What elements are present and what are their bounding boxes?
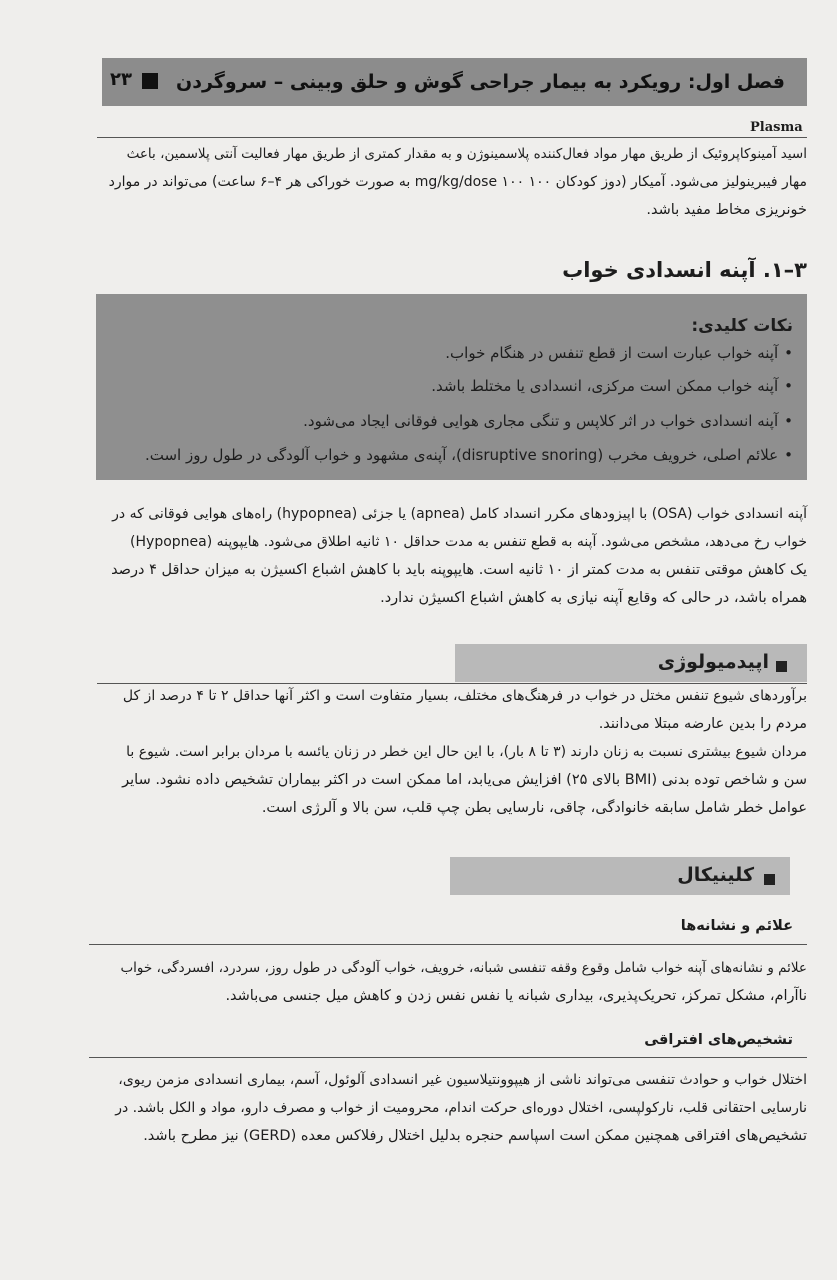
header-square-icon	[142, 73, 158, 89]
chapter-header	[102, 58, 807, 106]
ddx-paragraph	[109, 1066, 807, 1150]
epidemiology-paragraph	[109, 682, 807, 822]
plasma-label: Plasma	[750, 120, 803, 135]
text-line: خواب رخ می‌دهد، مشخص می‌شود. آپنه به قطع تنفس به مدت حداقل ۱۰ ثانیه اطلاق می‌شود. هایپوپنه (Hypopnea)	[130, 534, 807, 550]
square-bullet-icon	[776, 661, 787, 672]
bullet-icon: •	[784, 344, 793, 362]
square-bullet-icon	[764, 874, 775, 885]
page-number: ۲۳	[110, 69, 132, 90]
text-line: سن و شاخص توده بدنی (BMI بالای ۲۵) افزایش می‌یابد، اما ممکن است در اکثر بیماران تشخیص داده نشود. سایر	[122, 772, 807, 788]
chapter-title: فصل اول: رویکرد به بیمار جراحی گوش و حلق وبینی – سروگردن	[176, 71, 785, 93]
section-title: ۳–۱. آپنه انسدادی خواب	[562, 258, 807, 282]
signs-paragraph	[109, 954, 807, 1010]
text-line: یک کاهش موقتی تنفس به مدت کمتر از ۱۰ ثانیه است. هایپوپنه باید با کاهش اشباع اکسیژن به میزان حداقل ۴ درصد	[111, 562, 807, 578]
signs-rule	[89, 944, 807, 945]
osa-paragraph	[109, 500, 807, 612]
text-line: ناآرام، مشکل تمرکز، تحریک‌پذیری، بیداری شبانه یا نفس نفس زدن و کاهش میل جنسی می‌باشد.	[225, 988, 807, 1004]
text-line: علائم و نشانه‌های آپنه خواب شامل وقوع وقفه تنفسی شبانه، خرویف، خواب آلودگی در طول روز، سردرد، افسردگی، خواب	[120, 960, 807, 976]
text-line: نارسایی احتقانی قلب، نارکولپسی، اختلال دوره‌ای حرکت اندام، محرومیت از خواب و مصرف دارو، مواد و الکل باشد. در	[115, 1100, 807, 1116]
bullet-icon: •	[784, 446, 793, 464]
key-point-item: •علائم اصلی، خرویف مخرب (disruptive snoring)، آپنه‌ی مشهود و خواب آلودگی در طول روز است.	[144, 446, 793, 464]
text-line: همراه باشد، در حالی که وقایع آپنه نیازی به کاهش اشباع اکسیژن ندارد.	[380, 590, 807, 606]
key-points-title: نکات کلیدی:	[691, 316, 793, 336]
text-line: مردم را بدین عارضه مبتلا می‌دانند.	[598, 716, 807, 732]
clinical-title: کلینیکال	[677, 864, 754, 886]
key-point-item: •آپنه خواب عبارت است از قطع تنفس در هنگام خواب.	[445, 344, 793, 362]
text-line: مهار فیبرینولیز می‌شود. آمیکار (دوز کودکان ۱۰۰ mg/kg/dose ۱۰۰ به صورت خوراکی هر ۴–۶ ساعت) می‌تواند در موارد	[108, 174, 807, 190]
text-line: اسید آمینوکاپروئیک از طریق مهار مواد فعال‌کننده پلاسمینوژن و به مقدار کمتری از طریق مهار فعالیت آنتی پلاسمین، باعث	[126, 146, 807, 162]
epidemiology-title: اپیدمیولوژی	[657, 651, 769, 673]
text-line: عوامل خطر شامل سابقه خانوادگی، چاقی، نارسایی بطن چپ قلب، سن بالا و آلرژی است.	[261, 800, 807, 816]
key-points-box	[96, 294, 807, 480]
key-point-item: •آپنه خواب ممکن است مرکزی، انسدادی یا مختلط باشد.	[431, 377, 793, 395]
text-line: آپنه انسدادی خواب (OSA) با اپیزودهای مکرر انسداد کامل (apnea) یا جزئی (hypopnea) راه‌های هوایی فوقانی که در	[112, 506, 807, 522]
text-line: تشخیص‌های افتراقی همچنین ممکن است اسپاسم حنجره بدلیل اختلال رفلاکس معده (GERD) نیز مطرح باشد.	[143, 1128, 807, 1144]
ddx-rule	[89, 1057, 807, 1058]
text-line: اختلال خواب و حوادث تنفسی می‌تواند ناشی از هیپوونتیلاسیون غیر انسدادی آلوئول، آسم، بیماری انسدادی مزمن ریوی،	[118, 1072, 807, 1088]
ddx-subtitle: تشخیص‌های افتراقی	[644, 1032, 793, 1048]
bullet-icon: •	[784, 377, 793, 395]
plasma-rule	[97, 137, 807, 138]
signs-subtitle: علائم و نشانه‌ها	[680, 918, 793, 934]
bullet-icon: •	[784, 412, 793, 430]
intro-paragraph	[109, 140, 807, 224]
text-line: مردان شیوع بیشتری نسبت به زنان دارند (۳ تا ۸ بار)، با این حال این خطر در زنان یائسه با مردان برابر است. شیوع با	[126, 744, 807, 760]
text-line: برآوردهای شیوع تنفس مختل در خواب در فرهنگ‌های مختلف، بسیار متفاوت است و اکثر آنها حداقل ۲ تا ۴ درصد از کل	[122, 688, 807, 704]
text-line: خونریزی مخاط مفید باشد.	[646, 202, 807, 218]
key-point-item: •آپنه انسدادی خواب در اثر کلاپس و تنگی مجاری هوایی فوقانی ایجاد می‌شود.	[303, 412, 793, 430]
